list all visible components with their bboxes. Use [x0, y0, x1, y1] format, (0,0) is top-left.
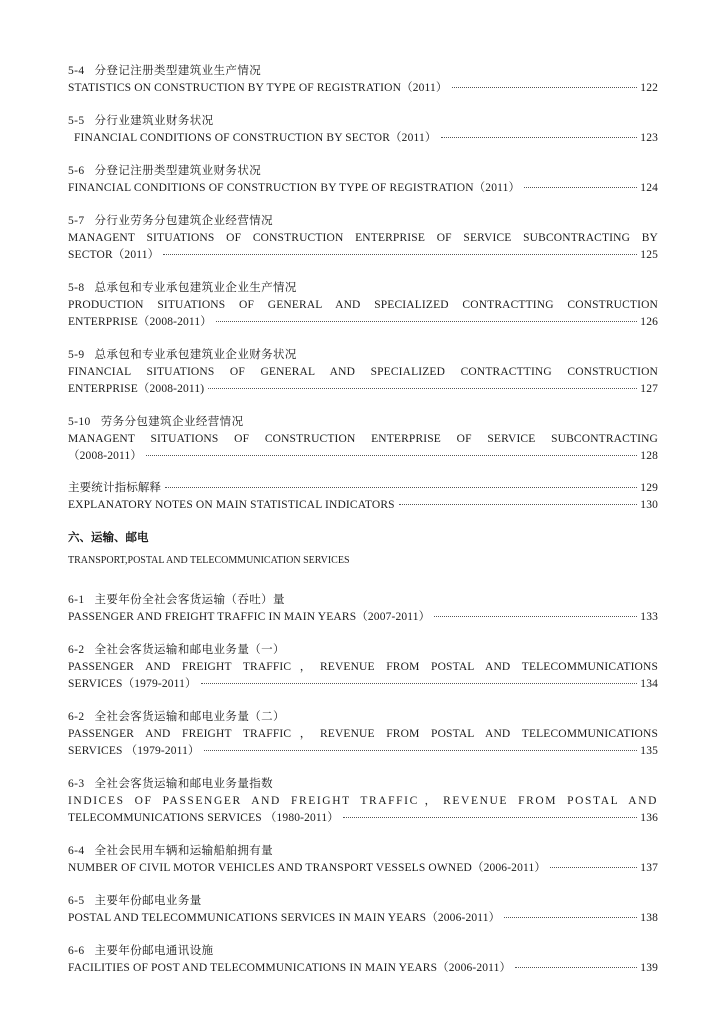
dot-leader — [201, 683, 638, 684]
toc-entry-en-title: ENTERPRISE（2008-2011） — [68, 316, 212, 328]
dot-leader — [434, 616, 637, 617]
toc-line — [68, 448, 658, 465]
toc-entry-cn-title — [68, 892, 658, 910]
toc-entry-number: 5-9 — [68, 349, 85, 361]
toc-entry-cn-text: 主要年份邮电通讯设施 — [94, 945, 214, 957]
toc-entry-page-number: 127 — [640, 383, 658, 395]
toc-line — [68, 860, 658, 877]
toc-entry-cn-text: 主要年份全社会客货运输（吞吐）量 — [94, 594, 285, 606]
toc-entry[interactable] — [68, 641, 658, 693]
toc-entry-en-title: FINANCIAL CONDITIONS OF CONSTRUCTION BY SECTOR（2011） — [74, 132, 437, 144]
toc-entry-en-title: PASSENGER AND FREIGHT TRAFFIC IN MAIN YEARS（2007-2011） — [68, 611, 431, 623]
dot-leader — [441, 137, 638, 138]
toc-page — [68, 62, 658, 992]
toc-entry-en-line: PRODUCTION SITUATIONS OF GENERAL AND SPECIALIZED CONTRACTTING CONSTRUCTION — [68, 299, 658, 311]
toc-entry-number: 5-6 — [68, 165, 85, 177]
toc-notes — [68, 480, 658, 514]
toc-line — [68, 960, 658, 977]
toc-entry-en-title: TELECOMMUNICATIONS SERVICES （1980-2011） — [68, 812, 339, 824]
toc-entry[interactable] — [68, 212, 658, 264]
toc-entry-page-number: 139 — [640, 962, 658, 974]
dot-leader — [550, 867, 637, 868]
toc-entry-en-title: STATISTICS ON CONSTRUCTION BY TYPE OF REGISTRATION（2011） — [68, 82, 448, 94]
toc-entry[interactable] — [68, 279, 658, 331]
dot-leader — [399, 504, 638, 505]
toc-entry-page-number: 134 — [640, 678, 658, 690]
toc-group-transport — [68, 591, 658, 977]
toc-entry-cn-title — [68, 346, 658, 364]
toc-entry-cn-title — [68, 279, 658, 297]
toc-line — [68, 676, 658, 693]
toc-entry-cn-title — [68, 413, 658, 431]
toc-entry[interactable] — [68, 112, 658, 147]
toc-entry-page-number: 124 — [640, 182, 658, 194]
toc-entry-page-number: 128 — [640, 450, 658, 462]
toc-entry-number: 6-2 — [68, 644, 85, 656]
toc-entry-number: 6-6 — [68, 945, 85, 957]
toc-entry[interactable] — [68, 346, 658, 398]
toc-line[interactable] — [68, 497, 658, 514]
toc-line — [68, 314, 658, 331]
toc-entry[interactable] — [68, 162, 658, 197]
toc-entry-page-number: 136 — [640, 812, 658, 824]
toc-entry-cn-text: 总承包和专业承包建筑业企业生产情况 — [94, 282, 297, 294]
toc-entry-cn-text: 分登记注册类型建筑业生产情况 — [94, 65, 262, 77]
toc-entry-cn-title — [68, 62, 658, 80]
toc-entry-cn-text: 分行业建筑业财务状况 — [94, 115, 214, 127]
notes-cn-title: 主要统计指标解释 — [68, 482, 162, 494]
dot-leader — [208, 388, 637, 389]
toc-entry-cn-text: 分登记注册类型建筑业财务状况 — [94, 165, 262, 177]
toc-entry-number: 5-10 — [68, 416, 91, 428]
toc-entry-en-line: MANAGENT SITUATIONS OF CONSTRUCTION ENTERPRISE OF SERVICE SUBCONTRACTING BY — [68, 232, 658, 244]
toc-entry-cn-title — [68, 775, 658, 793]
toc-entry[interactable] — [68, 62, 658, 97]
dot-leader — [146, 455, 637, 456]
toc-line[interactable] — [68, 480, 658, 497]
toc-entry-number: 5-4 — [68, 65, 85, 77]
toc-entry-number: 6-2 — [68, 711, 85, 723]
toc-entry-number: 5-5 — [68, 115, 85, 127]
toc-entry-number: 5-8 — [68, 282, 85, 294]
toc-line — [68, 130, 658, 147]
section-heading-cn: 六、运输、邮电 — [68, 532, 149, 544]
toc-line — [68, 609, 658, 626]
toc-entry-en-line: PASSENGER AND FREIGHT TRAFFIC，REVENUE FROM POSTAL AND TELECOMMUNICATIONS — [68, 661, 658, 673]
dot-leader — [452, 87, 638, 88]
toc-entry[interactable] — [68, 591, 658, 626]
toc-entry-en-title: ENTERPRISE（2008-2011) — [68, 383, 205, 395]
toc-entry-number: 6-1 — [68, 594, 85, 606]
section-heading-en: TRANSPORT,POSTAL AND TELECOMMUNICATION SERVICES — [68, 555, 350, 566]
toc-entry-en-line: INDICES OF PASSENGER AND FREIGHT TRAFFIC，REVENUE FROM POSTAL AND — [68, 795, 658, 807]
toc-entry-cn-title — [68, 842, 658, 860]
toc-entry-cn-title — [68, 641, 658, 659]
toc-line — [68, 80, 658, 97]
toc-entry[interactable] — [68, 413, 658, 465]
toc-entry-cn-text: 主要年份邮电业务量 — [94, 895, 202, 907]
toc-entry-cn-text: 总承包和专业承包建筑业企业财务状况 — [94, 349, 297, 361]
toc-entry-cn-text: 全社会客货运输和邮电业务量指数 — [94, 778, 274, 790]
toc-line — [68, 810, 658, 827]
toc-line — [68, 180, 658, 197]
notes-cn-page: 129 — [640, 482, 658, 494]
toc-entry-page-number: 138 — [640, 912, 658, 924]
toc-entry[interactable] — [68, 942, 658, 977]
toc-entry-cn-title — [68, 112, 658, 130]
toc-entry-number: 5-7 — [68, 215, 85, 227]
dot-leader — [524, 187, 637, 188]
toc-entry[interactable] — [68, 842, 658, 877]
toc-entry-en-title: FINANCIAL CONDITIONS OF CONSTRUCTION BY TYPE OF REGISTRATION（2011） — [68, 182, 521, 194]
toc-entry-number: 6-3 — [68, 778, 85, 790]
notes-en-title: EXPLANATORY NOTES ON MAIN STATISTICAL INDICATORS — [68, 499, 395, 511]
toc-entry-en-title: （2008-2011） — [68, 450, 143, 462]
dot-leader — [504, 917, 637, 918]
toc-entry[interactable] — [68, 775, 658, 827]
toc-entry-en-title: SERVICES（1979-2011） — [68, 678, 197, 690]
toc-entry-cn-text: 分行业劳务分包建筑企业经营情况 — [94, 215, 274, 227]
toc-entry-page-number: 125 — [640, 249, 658, 261]
toc-entry-page-number: 135 — [640, 745, 658, 757]
toc-entry-number: 6-5 — [68, 895, 85, 907]
toc-entry[interactable] — [68, 708, 658, 760]
toc-entry-cn-text: 劳务分包建筑企业经营情况 — [100, 416, 244, 428]
toc-entry[interactable] — [68, 892, 658, 927]
toc-entry-cn-text: 全社会客货运输和邮电业务量（二） — [94, 711, 285, 723]
toc-entry-page-number: 122 — [640, 82, 658, 94]
toc-entry-number: 6-4 — [68, 845, 85, 857]
dot-leader — [204, 750, 638, 751]
toc-line — [68, 247, 658, 264]
toc-entry-cn-title — [68, 942, 658, 960]
toc-entry-en-line: MANAGENT SITUATIONS OF CONSTRUCTION ENTERPRISE OF SERVICE SUBCONTRACTING — [68, 433, 658, 445]
toc-entry-cn-text: 全社会客货运输和邮电业务量（一） — [94, 644, 285, 656]
dot-leader — [216, 321, 637, 322]
toc-entry-cn-title — [68, 212, 658, 230]
toc-entry-cn-title — [68, 708, 658, 726]
toc-entry-page-number: 126 — [640, 316, 658, 328]
dot-leader — [163, 254, 637, 255]
dot-leader — [343, 817, 637, 818]
toc-entry-en-line: PASSENGER AND FREIGHT TRAFFIC，REVENUE FROM POSTAL AND TELECOMMUNICATIONS — [68, 728, 658, 740]
dot-leader — [165, 487, 637, 488]
toc-entry-cn-text: 全社会民用车辆和运输船舶拥有量 — [94, 845, 274, 857]
toc-line — [68, 910, 658, 927]
toc-entry-en-title: NUMBER OF CIVIL MOTOR VEHICLES AND TRANSPORT VESSELS OWNED（2006-2011） — [68, 862, 547, 874]
toc-entry-page-number: 133 — [640, 611, 658, 623]
toc-entry-cn-title — [68, 591, 658, 609]
toc-entry-page-number: 123 — [640, 132, 658, 144]
toc-entry-en-title: FACILITIES OF POST AND TELECOMMUNICATIONS IN MAIN YEARS（2006-2011） — [68, 962, 512, 974]
toc-entry-en-line: FINANCIAL SITUATIONS OF GENERAL AND SPECIALIZED CONTRACTTING CONSTRUCTION — [68, 366, 658, 378]
toc-entry-en-title: SECTOR（2011） — [68, 249, 160, 261]
toc-entry-en-title: SERVICES （1979-2011） — [68, 745, 200, 757]
toc-entry-cn-title — [68, 162, 658, 180]
toc-line — [68, 381, 658, 398]
toc-entry-page-number: 137 — [640, 862, 658, 874]
notes-en-page: 130 — [640, 499, 658, 511]
toc-entry-en-title: POSTAL AND TELECOMMUNICATIONS SERVICES IN MAIN YEARS（2006-2011） — [68, 912, 501, 924]
toc-line — [68, 743, 658, 760]
toc-group-construction — [68, 62, 658, 465]
dot-leader — [515, 967, 637, 968]
